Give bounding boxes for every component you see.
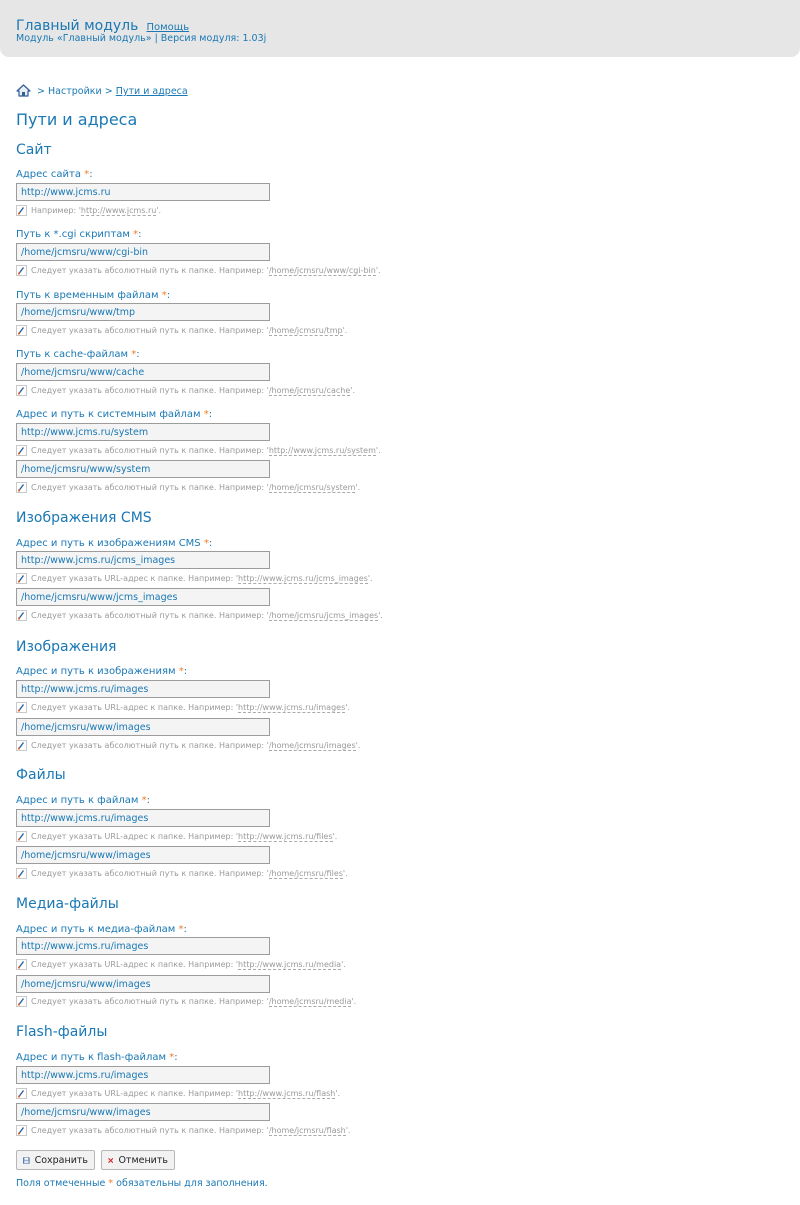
cms-images-url-input[interactable] <box>16 551 270 569</box>
page-title: Пути и адреса <box>16 110 138 129</box>
breadcrumb <box>16 84 188 97</box>
cancel-button-label: Отменить <box>118 1154 168 1166</box>
required-mark: * <box>169 1052 175 1063</box>
hint-icon <box>16 205 27 216</box>
site-address-label: Адрес сайта *: <box>16 169 93 180</box>
tmp-path-input[interactable] <box>16 303 270 321</box>
site-address-hint: Например: 'http://www.jcms.ru'. <box>16 205 161 216</box>
required-mark: * <box>203 409 209 420</box>
required-mark: * <box>161 290 167 301</box>
hint-icon <box>16 1125 27 1136</box>
breadcrumb-settings[interactable]: Настройки <box>48 86 102 97</box>
images-path-hint: Следует указать абсолютный путь к папке. Например: '/home/jcmsru/images'. <box>16 740 360 751</box>
cms-images-url-hint: Следует указать URL-адрес к папке. Например: 'http://www.jcms.ru/jcms_images'. <box>16 573 373 584</box>
media-path-input[interactable] <box>16 975 270 993</box>
section-title-site: Сайт <box>16 142 52 158</box>
hint-icon <box>16 831 27 842</box>
required-fields-note: Поля отмеченные * обязательны для заполнения. <box>16 1178 268 1189</box>
site-address-input[interactable] <box>16 183 270 201</box>
flash-path-hint: Следует указать абсолютный путь к папке. Например: '/home/jcmsru/flash'. <box>16 1125 350 1136</box>
section-title-images: Изображения <box>16 639 117 655</box>
module-title: Главный модуль <box>16 18 139 34</box>
images-label: Адрес и путь к изображениям *: <box>16 666 188 677</box>
floppy-disk-icon <box>23 1154 30 1167</box>
cgi-path-hint: Следует указать абсолютный путь к папке. Например: '/home/jcmsru/www/cgi-bin'. <box>16 265 381 276</box>
hint-icon <box>16 385 27 396</box>
images-url-hint: Следует указать URL-адрес к папке. Например: 'http://www.jcms.ru/images'. <box>16 702 350 713</box>
hint-icon <box>16 959 27 970</box>
tmp-path-label: Путь к временным файлам *: <box>16 290 171 301</box>
flash-url-input[interactable] <box>16 1066 270 1084</box>
cache-path-input[interactable] <box>16 363 270 381</box>
media-url-input[interactable] <box>16 937 270 955</box>
hint-icon <box>16 325 27 336</box>
images-path-input[interactable] <box>16 718 270 736</box>
module-header <box>0 0 800 57</box>
module-version: Модуль «Главный модуль» | Версия модуля: 1.03j <box>16 33 267 44</box>
save-button[interactable] <box>16 1150 95 1170</box>
files-label: Адрес и путь к файлам *: <box>16 795 150 806</box>
section-title-media: Медиа-файлы <box>16 896 119 912</box>
save-button-label: Сохранить <box>34 1154 88 1166</box>
cgi-path-label: Путь к *.cgi скриптам *: <box>16 229 142 240</box>
red-x-icon <box>108 1154 113 1167</box>
hint-icon <box>16 1088 27 1099</box>
cgi-path-input[interactable] <box>16 243 270 261</box>
hint-icon <box>16 573 27 584</box>
cache-path-hint: Следует указать абсолютный путь к папке. Например: '/home/jcmsru/cache'. <box>16 385 355 396</box>
required-mark: * <box>133 229 139 240</box>
files-path-hint: Следует указать абсолютный путь к папке. Например: '/home/jcmsru/files'. <box>16 868 348 879</box>
help-link[interactable]: Помощь <box>146 22 190 33</box>
files-url-input[interactable] <box>16 809 270 827</box>
system-url-input[interactable] <box>16 423 270 441</box>
hint-icon <box>16 610 27 621</box>
flash-label: Адрес и путь к flash-файлам *: <box>16 1052 178 1063</box>
flash-path-input[interactable] <box>16 1103 270 1121</box>
tmp-path-hint: Следует указать абсолютный путь к папке. Например: '/home/jcmsru/tmp'. <box>16 325 347 336</box>
cms-images-path-hint: Следует указать абсолютный путь к папке. Например: '/home/jcmsru/jcms_images'. <box>16 610 383 621</box>
required-mark: * <box>178 666 184 677</box>
files-path-input[interactable] <box>16 846 270 864</box>
images-url-input[interactable] <box>16 680 270 698</box>
media-path-hint: Следует указать абсолютный путь к папке. Например: '/home/jcmsru/media'. <box>16 996 356 1007</box>
cancel-button[interactable] <box>101 1150 175 1170</box>
required-mark: * <box>84 169 90 180</box>
required-mark: * <box>131 349 137 360</box>
hint-icon <box>16 482 27 493</box>
hint-icon <box>16 445 27 456</box>
required-mark: * <box>141 795 147 806</box>
section-title-cms-images: Изображения CMS <box>16 510 152 526</box>
system-url-hint: Следует указать абсолютный путь к папке. Например: 'http://www.jcms.ru/system'. <box>16 445 381 456</box>
system-label: Адрес и путь к системным файлам *: <box>16 409 213 420</box>
hint-icon <box>16 702 27 713</box>
breadcrumb-separator: > <box>104 86 113 97</box>
breadcrumb-current[interactable]: Пути и адреса <box>115 86 188 97</box>
system-path-input[interactable] <box>16 460 270 478</box>
required-mark: * <box>178 924 184 935</box>
system-path-hint: Следует указать абсолютный путь к папке. Например: '/home/jcmsru/system'. <box>16 482 360 493</box>
hint-icon <box>16 265 27 276</box>
required-mark: * <box>108 1178 114 1189</box>
required-mark: * <box>203 538 209 549</box>
hint-icon <box>16 740 27 751</box>
media-url-hint: Следует указать URL-адрес к папке. Например: 'http://www.jcms.ru/media'. <box>16 959 346 970</box>
flash-url-hint: Следует указать URL-адрес к папке. Например: 'http://www.jcms.ru/flash'. <box>16 1088 340 1099</box>
cache-path-label: Путь к cache-файлам *: <box>16 349 140 360</box>
section-title-files: Файлы <box>16 767 66 783</box>
media-label: Адрес и путь к медиа-файлам *: <box>16 924 187 935</box>
section-title-flash: Flash-файлы <box>16 1024 108 1040</box>
cms-images-label: Адрес и путь к изображениям CMS *: <box>16 538 213 549</box>
cms-images-path-input[interactable] <box>16 588 270 606</box>
files-url-hint: Следует указать URL-адрес к папке. Например: 'http://www.jcms.ru/files'. <box>16 831 337 842</box>
hint-icon <box>16 996 27 1007</box>
hint-icon <box>16 868 27 879</box>
home-icon[interactable] <box>16 84 31 97</box>
breadcrumb-separator: > <box>37 86 45 97</box>
module-title-row <box>16 15 189 34</box>
